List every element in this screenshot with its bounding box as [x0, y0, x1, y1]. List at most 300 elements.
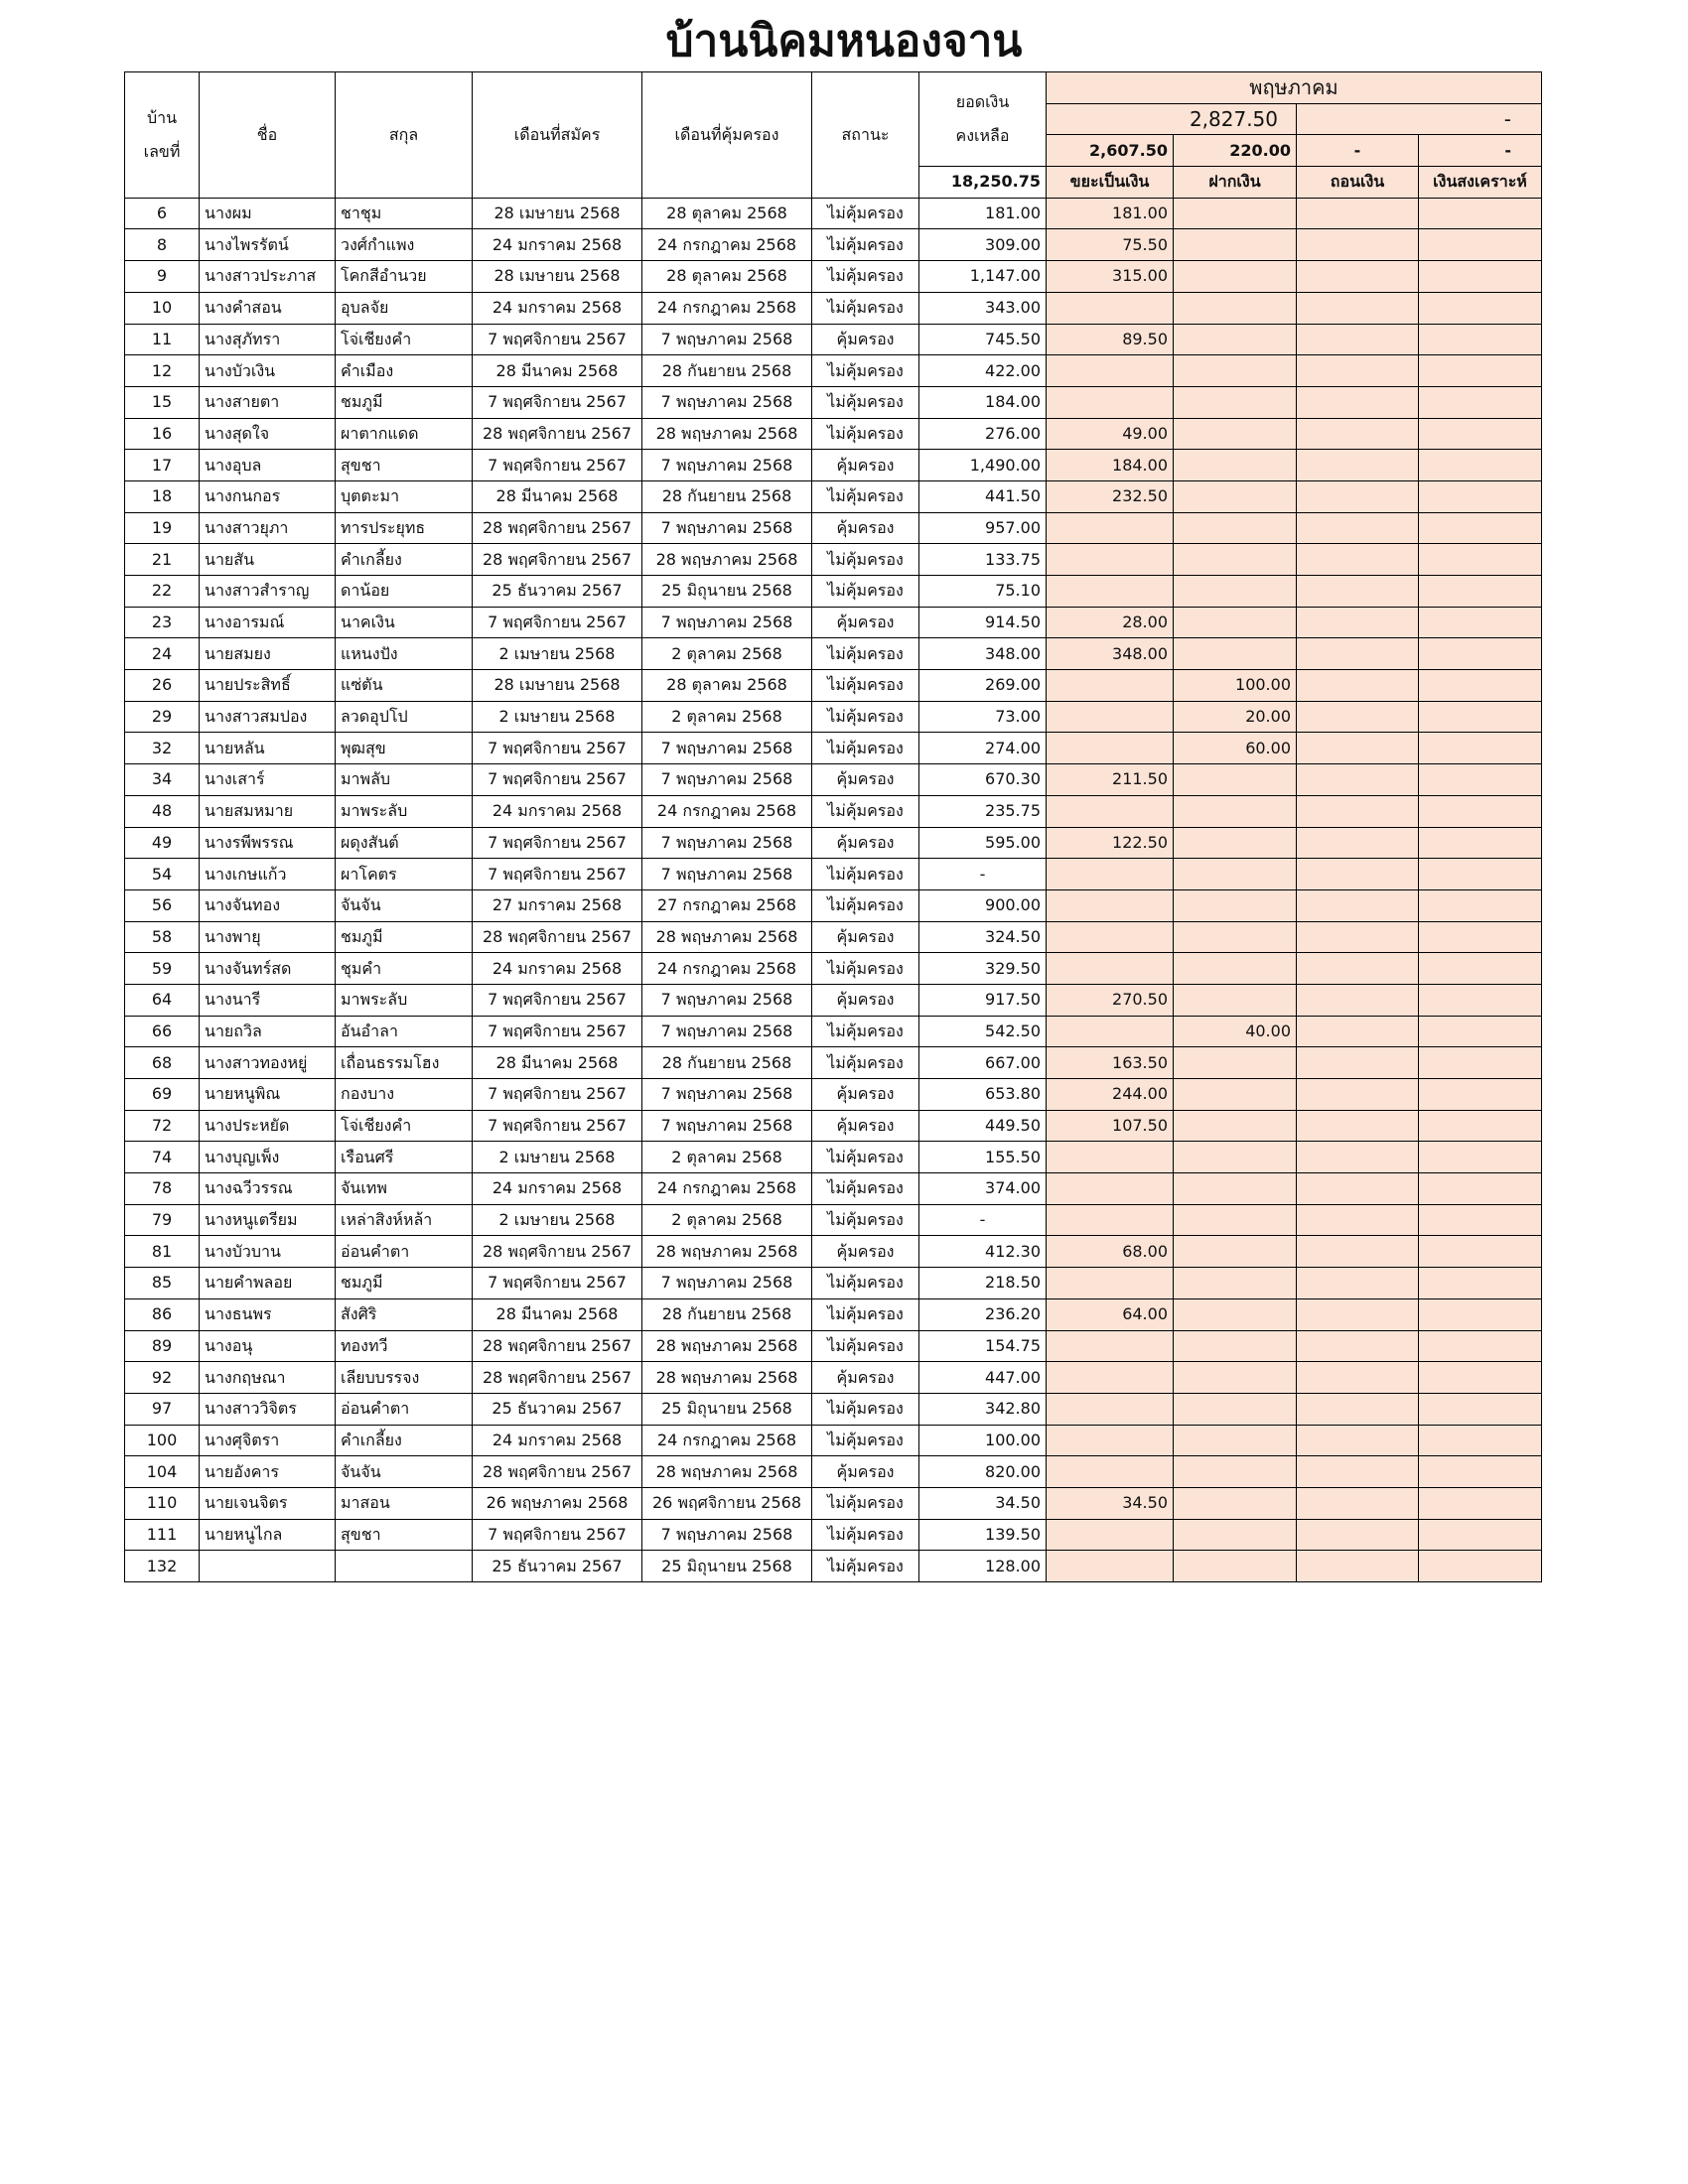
status-cell: ไม่คุ้มครอง — [812, 795, 919, 827]
applied-cell: 7 พฤศจิกายน 2567 — [473, 764, 642, 796]
waste-cell — [1047, 953, 1174, 985]
applied-cell: 7 พฤศจิกายน 2567 — [473, 607, 642, 638]
deposit-cell: 60.00 — [1174, 733, 1297, 764]
table-row — [125, 638, 1542, 670]
covered-cell: 7 พฤษภาคม 2568 — [642, 764, 812, 796]
table-row — [125, 386, 1542, 418]
withdraw-cell — [1297, 1142, 1419, 1173]
header-apply-month: เดือนที่สมัคร — [473, 72, 642, 199]
name-cell: นางอนุ — [200, 1330, 336, 1362]
waste-cell: 49.00 — [1047, 418, 1174, 450]
withdraw-cell — [1297, 859, 1419, 890]
applied-cell: 28 เมษายน 2568 — [473, 198, 642, 229]
name-cell: นางสุภัทรา — [200, 324, 336, 355]
house-no-cell: 104 — [125, 1456, 200, 1488]
withdraw-cell — [1297, 576, 1419, 608]
welfare-cell — [1419, 1047, 1542, 1079]
balance-cell: 667.00 — [919, 1047, 1047, 1079]
house-no-cell: 110 — [125, 1487, 200, 1519]
status-cell: ไม่คุ้มครอง — [812, 1173, 919, 1205]
welfare-cell — [1419, 1519, 1542, 1551]
welfare-cell — [1419, 512, 1542, 544]
welfare-cell — [1419, 1487, 1542, 1519]
table-row — [125, 355, 1542, 387]
surname-cell: เลียบบรรจง — [336, 1362, 473, 1394]
name-cell: นางสาวประภาส — [200, 261, 336, 293]
table-row — [125, 292, 1542, 324]
surname-cell: เรือนศรี — [336, 1142, 473, 1173]
applied-cell: 24 มกราคม 2568 — [473, 795, 642, 827]
waste-cell: 211.50 — [1047, 764, 1174, 796]
deposit-cell — [1174, 261, 1297, 293]
house-no-cell: 59 — [125, 953, 200, 985]
surname-cell: บุตตะมา — [336, 480, 473, 512]
deposit-cell — [1174, 795, 1297, 827]
house-no-cell: 58 — [125, 921, 200, 953]
house-no-cell: 64 — [125, 984, 200, 1016]
waste-cell — [1047, 733, 1174, 764]
table-row — [125, 733, 1542, 764]
balance-cell: 181.00 — [919, 198, 1047, 229]
table-row — [125, 1330, 1542, 1362]
deposit-cell — [1174, 859, 1297, 890]
table-row — [125, 889, 1542, 921]
deposit-cell — [1174, 1551, 1297, 1582]
welfare-cell — [1419, 984, 1542, 1016]
balance-cell: 184.00 — [919, 386, 1047, 418]
name-cell: นางสาวยุภา — [200, 512, 336, 544]
house-no-cell: 66 — [125, 1016, 200, 1047]
applied-cell: 25 ธันวาคม 2567 — [473, 1551, 642, 1582]
welfare-cell — [1419, 576, 1542, 608]
status-cell: ไม่คุ้มครอง — [812, 670, 919, 702]
table-row — [125, 418, 1542, 450]
table-row — [125, 1456, 1542, 1488]
name-cell: นางเกษแก้ว — [200, 859, 336, 890]
status-cell: ไม่คุ้มครอง — [812, 1268, 919, 1299]
applied-cell: 28 พฤศจิกายน 2567 — [473, 544, 642, 576]
applied-cell: 2 เมษายน 2568 — [473, 1204, 642, 1236]
covered-cell: 7 พฤษภาคม 2568 — [642, 386, 812, 418]
table-row — [125, 576, 1542, 608]
status-cell: คุ้มครอง — [812, 1456, 919, 1488]
status-cell: ไม่คุ้มครอง — [812, 1142, 919, 1173]
house-no-cell: 9 — [125, 261, 200, 293]
deposit-cell — [1174, 1487, 1297, 1519]
waste-cell — [1047, 1268, 1174, 1299]
covered-cell: 28 กันยายน 2568 — [642, 480, 812, 512]
status-cell: ไม่คุ้มครอง — [812, 1298, 919, 1330]
house-no-cell: 19 — [125, 512, 200, 544]
balance-cell: 218.50 — [919, 1268, 1047, 1299]
welfare-cell — [1419, 1079, 1542, 1111]
applied-cell: 7 พฤศจิกายน 2567 — [473, 450, 642, 481]
header-col-withdraw: ถอนเงิน — [1297, 167, 1419, 199]
house-no-cell: 10 — [125, 292, 200, 324]
covered-cell: 24 กรกฎาคม 2568 — [642, 229, 812, 261]
waste-cell: 28.00 — [1047, 607, 1174, 638]
waste-cell — [1047, 1204, 1174, 1236]
welfare-cell — [1419, 764, 1542, 796]
withdraw-cell — [1297, 386, 1419, 418]
waste-cell — [1047, 512, 1174, 544]
withdraw-cell — [1297, 1268, 1419, 1299]
welfare-cell — [1419, 292, 1542, 324]
surname-cell: เถื่อนธรรมโฮง — [336, 1047, 473, 1079]
welfare-cell — [1419, 1393, 1542, 1425]
balance-cell: 1,147.00 — [919, 261, 1047, 293]
balance-cell: 154.75 — [919, 1330, 1047, 1362]
waste-cell — [1047, 1362, 1174, 1394]
name-cell: นางอารมณ์ — [200, 607, 336, 638]
header-balance — [919, 72, 1047, 167]
surname-cell: ดาน้อย — [336, 576, 473, 608]
header-col-deposit: ฝากเงิน — [1174, 167, 1297, 199]
house-no-cell: 56 — [125, 889, 200, 921]
surname-cell: อันอำลา — [336, 1016, 473, 1047]
withdraw-cell — [1297, 1393, 1419, 1425]
name-cell — [200, 1551, 336, 1582]
name-cell: นางอุบล — [200, 450, 336, 481]
deposit-cell — [1174, 764, 1297, 796]
page-title: บ้านนิคมหนองจาน — [665, 16, 1023, 67]
waste-cell — [1047, 1519, 1174, 1551]
applied-cell: 28 เมษายน 2568 — [473, 261, 642, 293]
status-cell: คุ้มครอง — [812, 1362, 919, 1394]
deposit-cell — [1174, 1330, 1297, 1362]
status-cell: ไม่คุ้มครอง — [812, 1393, 919, 1425]
name-cell: นายสัน — [200, 544, 336, 576]
withdraw-cell — [1297, 701, 1419, 733]
header-balance-line2: คงเหลือ — [955, 126, 1010, 146]
status-cell: ไม่คุ้มครอง — [812, 198, 919, 229]
covered-cell: 24 กรกฎาคม 2568 — [642, 795, 812, 827]
status-cell: คุ้มครอง — [812, 921, 919, 953]
covered-cell: 7 พฤษภาคม 2568 — [642, 1268, 812, 1299]
name-cell: นางศุจิตรา — [200, 1425, 336, 1456]
waste-cell — [1047, 544, 1174, 576]
house-no-cell: 48 — [125, 795, 200, 827]
withdraw-cell — [1297, 827, 1419, 859]
balance-cell: 342.80 — [919, 1393, 1047, 1425]
name-cell: นายอังคาร — [200, 1456, 336, 1488]
surname-cell: โคกสีอำนวย — [336, 261, 473, 293]
withdraw-cell — [1297, 1016, 1419, 1047]
status-cell: คุ้มครอง — [812, 984, 919, 1016]
withdraw-cell — [1297, 670, 1419, 702]
deposit-cell — [1174, 1047, 1297, 1079]
house-no-cell: 74 — [125, 1142, 200, 1173]
withdraw-cell — [1297, 418, 1419, 450]
covered-cell: 7 พฤษภาคม 2568 — [642, 1110, 812, 1142]
waste-cell: 315.00 — [1047, 261, 1174, 293]
balance-cell: 441.50 — [919, 480, 1047, 512]
withdraw-cell — [1297, 1330, 1419, 1362]
deposit-cell — [1174, 450, 1297, 481]
covered-cell: 28 พฤษภาคม 2568 — [642, 418, 812, 450]
status-cell: คุ้มครอง — [812, 450, 919, 481]
status-cell: ไม่คุ้มครอง — [812, 638, 919, 670]
applied-cell: 24 มกราคม 2568 — [473, 953, 642, 985]
balance-cell: 343.00 — [919, 292, 1047, 324]
deposit-cell — [1174, 921, 1297, 953]
table-row — [125, 1016, 1542, 1047]
status-cell: คุ้มครอง — [812, 1110, 919, 1142]
waste-cell — [1047, 1393, 1174, 1425]
covered-cell: 7 พฤษภาคม 2568 — [642, 984, 812, 1016]
header-cover-month: เดือนที่คุ้มครอง — [642, 72, 812, 199]
savings-table — [124, 71, 1542, 1582]
waste-cell — [1047, 670, 1174, 702]
table-row — [125, 1362, 1542, 1394]
house-no-cell: 68 — [125, 1047, 200, 1079]
deposit-cell: 40.00 — [1174, 1016, 1297, 1047]
covered-cell: 28 พฤษภาคม 2568 — [642, 1456, 812, 1488]
name-cell: นายสมหมาย — [200, 795, 336, 827]
status-cell: ไม่คุ้มครอง — [812, 1425, 919, 1456]
deposit-cell — [1174, 1268, 1297, 1299]
waste-cell — [1047, 292, 1174, 324]
waste-cell: 68.00 — [1047, 1236, 1174, 1268]
balance-cell: - — [919, 859, 1047, 890]
covered-cell: 27 กรกฎาคม 2568 — [642, 889, 812, 921]
welfare-cell — [1419, 1204, 1542, 1236]
name-cell: นางรพีพรรณ — [200, 827, 336, 859]
surname-cell: ผดุงสันต์ — [336, 827, 473, 859]
balance-cell: 653.80 — [919, 1079, 1047, 1111]
table-row — [125, 1236, 1542, 1268]
welfare-cell — [1419, 324, 1542, 355]
covered-cell: 24 กรกฎาคม 2568 — [642, 292, 812, 324]
table-row — [125, 198, 1542, 229]
welfare-cell — [1419, 198, 1542, 229]
surname-cell: ลวดอุปโป — [336, 701, 473, 733]
subtotal-withdraw: - — [1297, 135, 1419, 167]
table-row — [125, 1204, 1542, 1236]
welfare-cell — [1419, 418, 1542, 450]
house-no-cell: 24 — [125, 638, 200, 670]
applied-cell: 7 พฤศจิกายน 2567 — [473, 859, 642, 890]
withdraw-cell — [1297, 450, 1419, 481]
surname-cell: เหล่าสิงห์หล้า — [336, 1204, 473, 1236]
balance-cell: 374.00 — [919, 1173, 1047, 1205]
surname-cell: ชมภูมี — [336, 1268, 473, 1299]
status-cell: ไม่คุ้มครอง — [812, 1330, 919, 1362]
surname-cell: สังศิริ — [336, 1298, 473, 1330]
status-cell: ไม่คุ้มครอง — [812, 1204, 919, 1236]
house-no-cell: 12 — [125, 355, 200, 387]
status-cell: ไม่คุ้มครอง — [812, 1047, 919, 1079]
balance-cell: 128.00 — [919, 1551, 1047, 1582]
welfare-cell — [1419, 480, 1542, 512]
welfare-cell — [1419, 795, 1542, 827]
status-cell: ไม่คุ้มครอง — [812, 292, 919, 324]
applied-cell: 28 พฤศจิกายน 2567 — [473, 1236, 642, 1268]
table-row — [125, 1393, 1542, 1425]
applied-cell: 7 พฤศจิกายน 2567 — [473, 386, 642, 418]
withdraw-cell — [1297, 1519, 1419, 1551]
table-row — [125, 1110, 1542, 1142]
status-cell: คุ้มครอง — [812, 827, 919, 859]
deposit-cell — [1174, 544, 1297, 576]
name-cell: นางสุดใจ — [200, 418, 336, 450]
balance-cell: 324.50 — [919, 921, 1047, 953]
deposit-cell — [1174, 576, 1297, 608]
surname-cell: มาพระลับ — [336, 795, 473, 827]
deposit-cell — [1174, 1142, 1297, 1173]
welfare-cell — [1419, 1456, 1542, 1488]
covered-cell: 25 มิถุนายน 2568 — [642, 1551, 812, 1582]
house-no-cell: 26 — [125, 670, 200, 702]
covered-cell: 2 ตุลาคม 2568 — [642, 638, 812, 670]
withdraw-cell — [1297, 512, 1419, 544]
surname-cell: โจ่เชียงคำ — [336, 324, 473, 355]
house-no-cell: 78 — [125, 1173, 200, 1205]
balance-total: 18,250.75 — [919, 167, 1047, 199]
balance-cell: 595.00 — [919, 827, 1047, 859]
applied-cell: 26 พฤษภาคม 2568 — [473, 1487, 642, 1519]
surname-cell: มาพลับ — [336, 764, 473, 796]
house-no-cell: 86 — [125, 1298, 200, 1330]
covered-cell: 7 พฤษภาคม 2568 — [642, 607, 812, 638]
deposit-cell: 20.00 — [1174, 701, 1297, 733]
withdraw-cell — [1297, 324, 1419, 355]
status-cell: ไม่คุ้มครอง — [812, 544, 919, 576]
house-no-cell: 132 — [125, 1551, 200, 1582]
applied-cell: 25 ธันวาคม 2567 — [473, 576, 642, 608]
balance-cell: 236.20 — [919, 1298, 1047, 1330]
deposit-cell — [1174, 1393, 1297, 1425]
withdraw-cell — [1297, 1079, 1419, 1111]
withdraw-cell — [1297, 1047, 1419, 1079]
withdraw-cell — [1297, 1173, 1419, 1205]
header-last-name: สกุล — [336, 72, 473, 199]
house-no-cell: 111 — [125, 1519, 200, 1551]
balance-cell: 900.00 — [919, 889, 1047, 921]
withdraw-cell — [1297, 229, 1419, 261]
applied-cell: 28 พฤศจิกายน 2567 — [473, 1362, 642, 1394]
name-cell: นางคำสอน — [200, 292, 336, 324]
surname-cell: คำเมือง — [336, 355, 473, 387]
name-cell: นางสาววิจิตร — [200, 1393, 336, 1425]
deposit-cell — [1174, 1519, 1297, 1551]
waste-cell — [1047, 1425, 1174, 1456]
welfare-cell — [1419, 1268, 1542, 1299]
table-row — [125, 1079, 1542, 1111]
withdraw-cell — [1297, 261, 1419, 293]
table-row — [125, 701, 1542, 733]
table-row — [125, 827, 1542, 859]
balance-cell: 34.50 — [919, 1487, 1047, 1519]
table-row — [125, 953, 1542, 985]
name-cell: นางผม — [200, 198, 336, 229]
waste-cell: 232.50 — [1047, 480, 1174, 512]
status-cell: ไม่คุ้มครอง — [812, 1551, 919, 1582]
covered-cell: 28 ตุลาคม 2568 — [642, 261, 812, 293]
status-cell: ไม่คุ้มครอง — [812, 576, 919, 608]
covered-cell: 24 กรกฎาคม 2568 — [642, 1425, 812, 1456]
applied-cell: 2 เมษายน 2568 — [473, 1142, 642, 1173]
waste-cell: 184.00 — [1047, 450, 1174, 481]
withdraw-cell — [1297, 953, 1419, 985]
waste-cell: 89.50 — [1047, 324, 1174, 355]
covered-cell: 7 พฤษภาคม 2568 — [642, 1079, 812, 1111]
withdraw-cell — [1297, 1456, 1419, 1488]
house-no-cell: 8 — [125, 229, 200, 261]
surname-cell: ชมภูมี — [336, 921, 473, 953]
applied-cell: 7 พฤศจิกายน 2567 — [473, 1110, 642, 1142]
status-cell: ไม่คุ้มครอง — [812, 701, 919, 733]
waste-cell: 107.50 — [1047, 1110, 1174, 1142]
status-cell: คุ้มครอง — [812, 1079, 919, 1111]
balance-cell: 412.30 — [919, 1236, 1047, 1268]
header-col-welfare: เงินสงเคราะห์ — [1419, 167, 1542, 199]
covered-cell: 24 กรกฎาคม 2568 — [642, 1173, 812, 1205]
surname-cell: จันจัน — [336, 889, 473, 921]
balance-cell: 957.00 — [919, 512, 1047, 544]
surname-cell: มาพระลับ — [336, 984, 473, 1016]
waste-cell — [1047, 795, 1174, 827]
withdraw-cell — [1297, 355, 1419, 387]
name-cell: นางกนกอร — [200, 480, 336, 512]
status-cell: ไม่คุ้มครอง — [812, 733, 919, 764]
name-cell: นายหลัน — [200, 733, 336, 764]
covered-cell: 7 พฤษภาคม 2568 — [642, 827, 812, 859]
header-house-no — [125, 72, 200, 199]
surname-cell: คำเกลี้ยง — [336, 544, 473, 576]
waste-cell — [1047, 889, 1174, 921]
waste-cell — [1047, 1551, 1174, 1582]
deposit-cell — [1174, 1173, 1297, 1205]
covered-cell: 28 พฤษภาคม 2568 — [642, 1362, 812, 1394]
welfare-cell — [1419, 859, 1542, 890]
name-cell: นางไพรรัตน์ — [200, 229, 336, 261]
covered-cell: 2 ตุลาคม 2568 — [642, 701, 812, 733]
house-no-cell: 32 — [125, 733, 200, 764]
covered-cell: 26 พฤศจิกายน 2568 — [642, 1487, 812, 1519]
surname-cell: แซ่ตัน — [336, 670, 473, 702]
house-no-cell: 85 — [125, 1268, 200, 1299]
surname-cell: มาสอน — [336, 1487, 473, 1519]
balance-cell: 422.00 — [919, 355, 1047, 387]
applied-cell: 28 มีนาคม 2568 — [473, 1047, 642, 1079]
surname-cell — [336, 1551, 473, 1582]
welfare-cell — [1419, 1298, 1542, 1330]
applied-cell: 7 พฤศจิกายน 2567 — [473, 1268, 642, 1299]
status-cell: ไม่คุ้มครอง — [812, 859, 919, 890]
deposit-cell — [1174, 324, 1297, 355]
waste-cell — [1047, 1142, 1174, 1173]
house-no-cell: 22 — [125, 576, 200, 608]
balance-cell: 309.00 — [919, 229, 1047, 261]
house-no-cell: 54 — [125, 859, 200, 890]
welfare-cell — [1419, 921, 1542, 953]
welfare-cell — [1419, 1236, 1542, 1268]
applied-cell: 7 พฤศจิกายน 2567 — [473, 733, 642, 764]
welfare-cell — [1419, 953, 1542, 985]
covered-cell: 28 พฤษภาคม 2568 — [642, 544, 812, 576]
welfare-cell — [1419, 544, 1542, 576]
deposit-cell — [1174, 889, 1297, 921]
table-row — [125, 229, 1542, 261]
applied-cell: 24 มกราคม 2568 — [473, 292, 642, 324]
withdraw-cell — [1297, 1362, 1419, 1394]
name-cell: นายถวิล — [200, 1016, 336, 1047]
surname-cell: อุบลจัย — [336, 292, 473, 324]
covered-cell: 25 มิถุนายน 2568 — [642, 576, 812, 608]
name-cell: นางเสาร์ — [200, 764, 336, 796]
status-cell: ไม่คุ้มครอง — [812, 386, 919, 418]
